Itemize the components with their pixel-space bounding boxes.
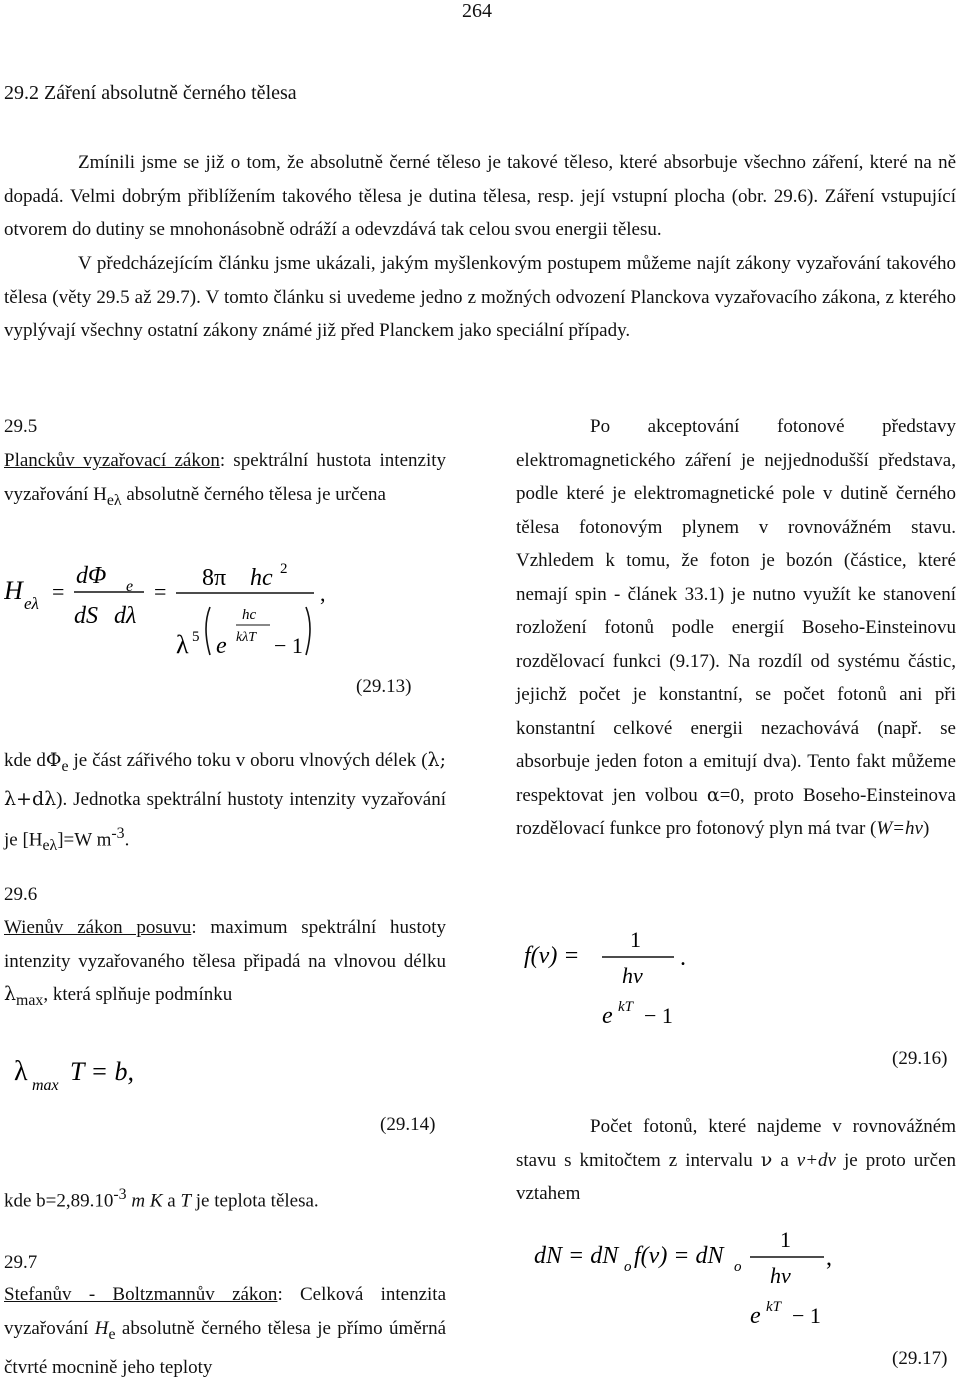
section-29-7-number: 29.7	[4, 1252, 38, 1273]
svg-text:T = b,: T = b,	[70, 1057, 135, 1086]
svg-text:hν: hν	[770, 1263, 791, 1288]
right-paragraph-1: Po akceptování fotonové představy elektromagnetického záření je nejjednodušší představa, podle které je elektromagnetické pole v dutině černého tělesa fotonovým plynem v rovnovážném stavu. Vzhledem k tomu, že foton je bozón (částice, které nemají spin - článek 33.1) je nutno využít ke stanovení rozložení fotonů podle energií Boseho-Einsteinovu rozdělovací funkci (9.17). Na rozdíl od systému částic, jejichž počet je konstantní, se počet fotonů ani při konstantní celkové energii nezachovává (např. se absorbuje jeden foton a emitují dva). Tento fakt můžeme respektovat jen volbou α=0, proto Boseho-Einsteinova rozdělovací funkce pro fotonový plyn má tvar (W=hν)	[516, 416, 956, 839]
svg-text:=: =	[52, 579, 65, 604]
svg-text:hc: hc	[242, 607, 257, 623]
section-29-6-number: 29.6	[4, 884, 38, 905]
intro-paragraph-2: V předcházejícím článku jsme ukázali, jakým myšlenkovým postupem můžeme najít zákony vyzařování takového tělesa (věty 29.5 až 29.7). V tomto článku si uvedeme jedno z možných odvození Planckova vyzařovacího zákona, z kterého vyplývají všechny ostatní zákony známé již před Planckem jako speciální případy.	[4, 253, 956, 342]
svg-text:kT: kT	[766, 1299, 781, 1315]
svg-text:eλ: eλ	[24, 594, 39, 613]
planck-where-text: kde $d\Phi_e$ je část zářivého toku v oboru vlnových délek (λ; λ+dλ). Jednotka spektrální hustoty intenzity vyzařování je $[H_{e\lambda}]=W$ $m^{-3}$.	[4, 749, 446, 854]
equation-29-13	[4, 555, 444, 675]
wien-where-text: kde $b=2,89.10^{-3}$ m K a T je teplota tělesa.	[4, 1186, 319, 1212]
svg-text:2: 2	[280, 561, 288, 577]
svg-text:1: 1	[630, 927, 641, 952]
svg-text:5: 5	[192, 629, 200, 645]
wien-law-text: Wienův zákon posuvu: maximum spektrální hustoty intenzity vyzařovaného tělesa připadá na vlnovou délku $\lambda_{max}$, která splňuje podmínku	[4, 917, 446, 1009]
svg-text:e: e	[602, 1003, 613, 1029]
equation-29-14-number: (29.14)	[380, 1114, 436, 1135]
intro-paragraph-1: Zmínili jsme se již o tom, že absolutně černé těleso je takové těleso, které absorbuje všechno záření, které na ně dopadá. Velmi dobrým přiblížením takového tělesa je dutina tělesa, resp. její vstupní plocha (obr. 29.6). Záření vstupující otvorem do dutiny se mnohonásobně odráží a odevzdává tak celou svou energii tělesu.	[4, 152, 956, 241]
svg-text:o: o	[624, 1259, 632, 1275]
svg-text:dS: dS	[74, 603, 98, 629]
svg-text:kλT: kλT	[236, 630, 257, 645]
equation-29-13-number: (29.13)	[356, 676, 412, 697]
equation-29-16-number: (29.16)	[892, 1048, 948, 1069]
svg-text:f(ν) = dN: f(ν) = dN	[634, 1243, 724, 1269]
stefan-law-text: Stefanův - Boltzmannův zákon: Celková intenzita vyzařování $H_e$ absolutně černého tělesa je přímo úměrná čtvrté mocnině jeho teploty	[4, 1284, 447, 1378]
svg-text:− 1: − 1	[644, 1003, 673, 1028]
svg-text:,: ,	[826, 1245, 832, 1271]
svg-text:o: o	[734, 1259, 742, 1275]
equation-29-17-number: (29.17)	[892, 1348, 948, 1369]
section-29-5-number: 29.5	[4, 416, 38, 437]
svg-text:hν: hν	[622, 963, 643, 988]
svg-text:λ: λ	[176, 630, 189, 659]
page-number: 264	[462, 0, 492, 22]
svg-text:dN = dN: dN = dN	[534, 1243, 619, 1269]
svg-text:− 1: − 1	[274, 633, 303, 658]
section-title: 29.2 Záření absolutně černého tělesa	[4, 82, 297, 104]
stefan-law-name: Stefanův - Boltzmannův zákon	[4, 1284, 278, 1305]
svg-text:=: =	[154, 579, 167, 604]
svg-text:e: e	[126, 578, 134, 595]
planck-law-text: Planckův vyzařovací zákon: spektrální hustota intenzity vyzařování $H_{e\lambda}$ absolutně černého tělesa je určena	[4, 450, 446, 509]
svg-text:,: ,	[320, 581, 326, 606]
right-paragraph-2: Počet fotonů, které najdeme v rovnovážném stavu s kmitočtem z intervalu ν a ν+dν je proto určen vztahem	[516, 1116, 956, 1204]
svg-text:hc: hc	[250, 565, 273, 591]
svg-text:− 1: − 1	[792, 1303, 821, 1328]
svg-text:H: H	[4, 576, 23, 605]
planck-law-name: Planckův vyzařovací zákon	[4, 450, 220, 471]
svg-text:e: e	[216, 633, 227, 659]
svg-text:f(ν) =: f(ν) =	[524, 943, 580, 969]
wien-law-name: Wienův zákon posuvu	[4, 917, 192, 938]
svg-text:dλ: dλ	[114, 603, 137, 629]
svg-text:8π: 8π	[202, 565, 227, 591]
svg-text:e: e	[750, 1303, 761, 1329]
equation-29-16	[524, 925, 724, 1035]
svg-text:max: max	[32, 1077, 59, 1094]
svg-text:λ: λ	[14, 1056, 28, 1087]
equation-29-14	[14, 1050, 234, 1100]
svg-text:.: .	[680, 945, 686, 971]
svg-text:1: 1	[780, 1227, 791, 1252]
svg-text:dΦ: dΦ	[76, 563, 107, 589]
svg-text:kT: kT	[618, 999, 633, 1015]
equation-29-17	[534, 1225, 834, 1335]
